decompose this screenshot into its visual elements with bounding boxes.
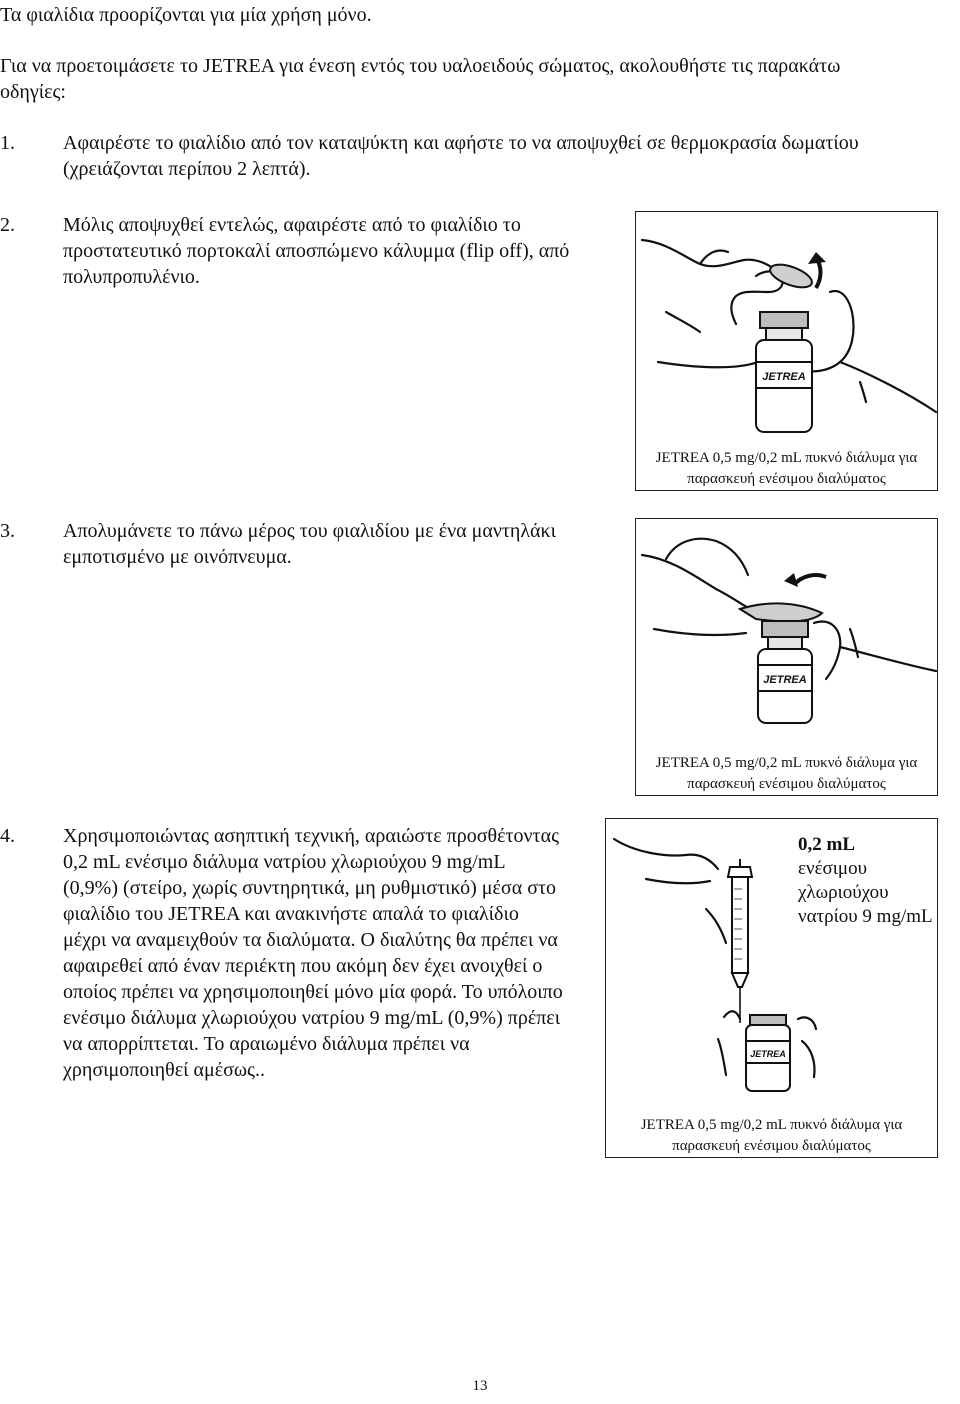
figure-3-caption-line1: JETREA 0,5 mg/0,2 mL πυκνό διάλυμα για bbox=[640, 1117, 903, 1133]
figure-1-caption-line1: JETREA 0,5 mg/0,2 mL πυκνό διάλυμα για bbox=[655, 450, 918, 466]
step-1-text: Αφαιρέστε το φιαλίδιο από τον καταψύκτη και αφήστε το να αποψυχθεί σε θερμοκρασία δωματίου (χρειάζονται περίπου 2 λεπτά). bbox=[63, 132, 859, 180]
intro-preparation: Για να προετοιμάσετε το JETREA για ένεση εντός του υαλοειδούς σώματος, ακολουθήστε τις παρακάτω οδηγίες: bbox=[0, 55, 841, 103]
figure-disinfect bbox=[635, 518, 938, 796]
vial-label-3: JETREA bbox=[750, 1049, 786, 1059]
step-3-text: Απολυμάνετε το πάνω μέρος του φιαλιδίου με ένα μαντηλάκι εμποτισμένο με οινόπνευμα. bbox=[63, 520, 556, 568]
step-4-text: Χρησιμοποιώντας ασηπτική τεχνική, αραιώστε προσθέτοντας 0,2 mL ενέσιμο διάλυμα νατρίου χλωριούχου 9 mg/mL (0,9%) (στείρο, χωρίς συντηρητικά, μη ρυθμιστικό) μέσα στο φιαλίδιο του JETREA και ανακινήστε απαλά το φιαλίδιο μέχρι να αναμειχθούν τα διαλύματα. Ο διαλύτης θα πρέπει να αφαιρεθεί από έναν περιέκτη που ακόμη δεν έχει ανοιχθεί ο οποίος πρέπει να χρησιμοποιηθεί μόνο μία φορά. Το υπόλοιπο ενέσιμο διάλυμα χλωριούχου νατρίου 9 mg/mL (0,9%) πρέπει να απορρίπτεται. Το αραιωμένο διάλυμα πρέπει να χρησιμοποιηθεί αμέσως.. bbox=[63, 825, 563, 1081]
step-1-number: 1. bbox=[0, 132, 15, 154]
figure-flip-off bbox=[635, 211, 938, 491]
figure-syringe bbox=[605, 818, 938, 1158]
intro-single-use: Τα φιαλίδια προορίζονται για μία χρήση μόνο. bbox=[0, 4, 372, 26]
step-2-number: 2. bbox=[0, 214, 15, 236]
step-2-text: Μόλις αποψυχθεί εντελώς, αφαιρέστε από το φιαλίδιο το προστατευτικό πορτοκαλί αποσπώμενο κάλυμμα (flip off), από πολυπροπυλένιο. bbox=[63, 214, 570, 288]
dose-volume: 0,2 mL bbox=[798, 834, 855, 855]
dose-solution: ενέσιμου χλωριούχου νατρίου 9 mg/mL bbox=[798, 858, 933, 927]
dose-annotation bbox=[798, 833, 938, 929]
flip-off-illustration bbox=[636, 212, 937, 442]
figure-3-caption-line2: παρασκευή ενέσιμου διαλύματος bbox=[672, 1138, 871, 1154]
figure-2-caption-line2: παρασκευή ενέσιμου διαλύματος bbox=[687, 776, 886, 792]
figure-1-caption-line2: παρασκευή ενέσιμου διαλύματος bbox=[687, 471, 886, 487]
vial-label-1: JETREA bbox=[762, 371, 806, 383]
figure-2-caption-line1: JETREA 0,5 mg/0,2 mL πυκνό διάλυμα για bbox=[655, 755, 918, 771]
page-number: 13 bbox=[472, 1378, 488, 1394]
step-3-number: 3. bbox=[0, 520, 15, 542]
disinfect-illustration bbox=[636, 519, 937, 744]
vial-label-2: JETREA bbox=[763, 674, 807, 686]
step-4-number: 4. bbox=[0, 825, 15, 847]
